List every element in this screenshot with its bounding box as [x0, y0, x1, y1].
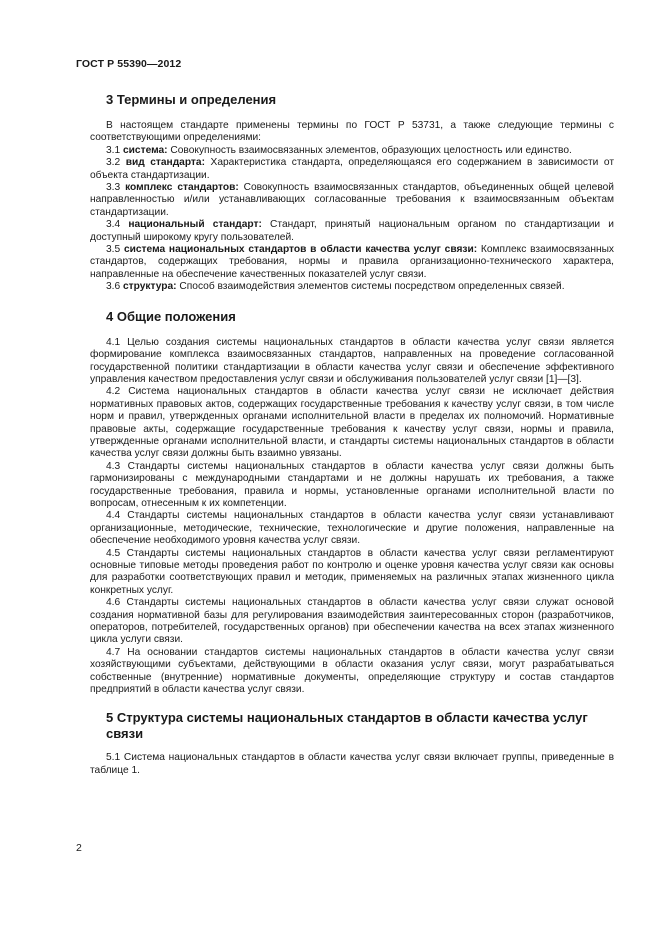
- term-name: структура:: [123, 281, 177, 293]
- term-3-6: [90, 281, 614, 293]
- term-number: 3.4: [106, 219, 129, 231]
- term-3-3: [90, 182, 614, 219]
- term-3-2: [90, 157, 614, 182]
- term-definition: Комплекс взаимосвязанных стандартов, содержащих требования, нормы и правила организационно-технического характера, направленные на обеспечение качественных показателей услуг связи.: [90, 244, 614, 280]
- section-3-intro: В настоящем стандарте применены термины по ГОСТ Р 53731, а также следующие термины с соответствующими определениями:: [90, 120, 614, 144]
- term-number: 3.6: [106, 281, 123, 293]
- term-number: 3.2: [106, 157, 126, 169]
- standard-code: ГОСТ Р 55390—2012: [76, 58, 182, 70]
- paragraph-4-6: 4.6 Стандарты системы национальных стандартов в области качества услуг связи служат основой создания нормативной базы для регулирования взаимодействия заинтересованных сторон (разработчиков, операторов, потребителей, государственных органов) при обеспечении качества на всех этапах жизненного цикла услуги связи.: [90, 597, 614, 646]
- paragraph-4-1: 4.1 Целью создания системы национальных стандартов в области качества услуг связи является формирование комплекса взаимосвязанных стандартов, направленных на проведение согласованной государственной политики стандартизации в области качества услуг связи и обеспечение эффективного управления качеством предоставления услуг связи и обслуживания пользователей услуг связи [1]—[3].: [90, 336, 614, 385]
- paragraph-4-3: 4.3 Стандарты системы национальных стандартов в области качества услуг связи должны быть гармонизированы с международными стандартами и не должны нарушать их требования, а также государственные требования, правила и нормы, установленные органами исполнительной власти по вопросам, отнесенным к их компетенции.: [90, 460, 614, 509]
- section-4-title: 4 Общие положения: [106, 308, 236, 324]
- term-number: 3.5: [106, 244, 124, 256]
- term-number: 3.3: [106, 182, 126, 194]
- term-number: 3.1: [106, 144, 123, 156]
- paragraph-4-5: 4.5 Стандарты системы национальных стандартов в области качества услуг связи регламентируют основные типовые методы проведения работ по контролю и оценке уровня качества услуг связи как основы для разработки соответствующих правил и методик, применяемых на различных этапах жизненного цикла конкретных услуг.: [90, 547, 614, 596]
- paragraph-4-4: 4.4 Стандарты системы национальных стандартов в области качества услуг связи устанавливают организационные, методические, технические, технологические и другие положения, направленные на обеспечение необходимого уровня качества услуг связи.: [90, 510, 614, 547]
- term-definition: Стандарт, принятый национальным органом по стандартизации и доступный широкому кругу пользователей.: [90, 219, 614, 243]
- term-name: система национальных стандартов в области качества услуг связи:: [123, 244, 478, 256]
- section-5-title: 5 Структура системы национальных стандартов в области качества услуг связи: [106, 710, 588, 742]
- page-number: 2: [76, 842, 82, 854]
- term-name: национальный стандарт:: [128, 219, 262, 231]
- term-definition: Совокупность взаимосвязанных элементов, образующих целостность или единство.: [167, 144, 572, 156]
- term-name: вид стандарта:: [125, 157, 205, 169]
- term-definition: Способ взаимодействия элементов системы посредством определенных связей.: [176, 281, 565, 293]
- term-name: комплекс стандартов:: [125, 182, 239, 194]
- paragraph-4-2: 4.2 Система национальных стандартов в области качества услуг связи не исключает действия нормативных правовых актов, содержащих государственные требования к качеству услуг связи, в том числе норм и правил, утвержденных органами исполнительной власти в пределах их полномочий. Нормативные правовые акты, содержащие государственные требования к качеству услуг связи, нормы и правила, утвержденные органами исполнительной власти, и стандарты системы национальных стандартов в области качества услуг связи должны быть взаимно увязаны.: [90, 386, 614, 460]
- term-3-5: [90, 244, 614, 281]
- term-3-1: [90, 145, 614, 157]
- page-content: [90, 92, 614, 777]
- term-name: система:: [123, 144, 168, 156]
- term-definition: Совокупность взаимосвязанных стандартов, объединенных общей целевой направленностью и/или устанавливающих согласованные требования к взаимосвязанным объектам стандартизации.: [90, 182, 614, 218]
- term-definition: Характеристика стандарта, определяющаяся его содержанием в зависимости от объекта стандартизации.: [90, 157, 614, 181]
- term-3-4: [90, 219, 614, 244]
- paragraph-4-7: 4.7 На основании стандартов системы национальных стандартов в области качества услуг связи хозяйствующими субъектами, действующими в области оказания услуг связи, могут разрабатываться собственные (внутренние) нормативные документы, определяющие структуру и состав стандартов предприятий в области качества услуг связи.: [90, 646, 614, 696]
- paragraph-5-1: 5.1 Система национальных стандартов в области качества услуг связи включает группы, приведенные в таблице 1.: [90, 752, 614, 776]
- section-3-title: 3 Термины и определения: [106, 92, 277, 107]
